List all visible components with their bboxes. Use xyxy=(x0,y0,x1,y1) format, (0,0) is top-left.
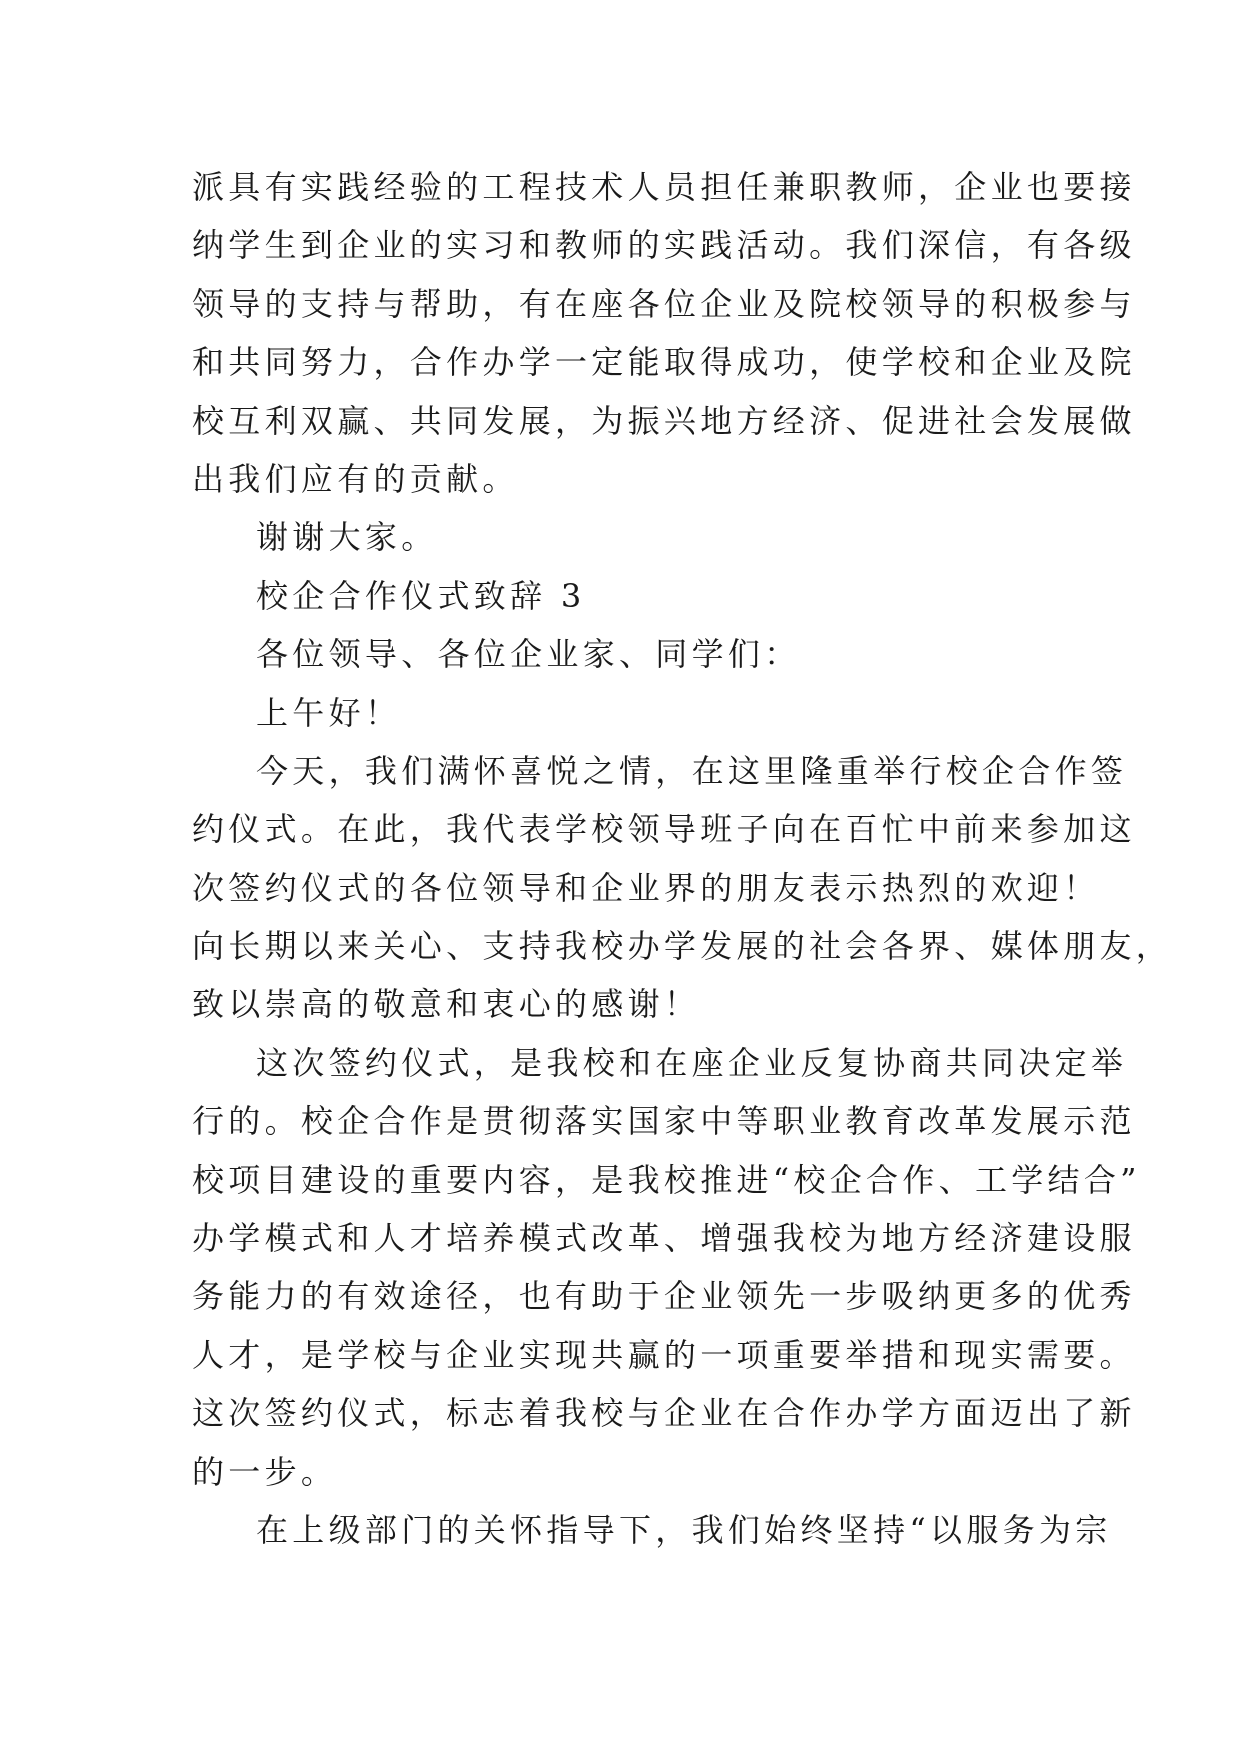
text-line: 和共同努力，合作办学一定能取得成功，使学校和企业及院 xyxy=(192,343,1136,382)
text-line: 行的。校企合作是贯彻落实国家中等职业教育改革发展示范 xyxy=(192,1102,1136,1141)
text-line: 校互利双赢、共同发展，为振兴地方经济、促进社会发展做 xyxy=(192,401,1136,440)
text-line: 人才，是学校与企业实现共赢的一项重要举措和现实需要。 xyxy=(192,1335,1136,1374)
text-line: 的一步。 xyxy=(192,1452,338,1491)
text-line: 派具有实践经验的工程技术人员担任兼职教师，企业也要接 xyxy=(192,168,1136,206)
text-line: 在上级部门的关怀指导下，我们始终坚持“以服务为宗 xyxy=(256,1510,1112,1549)
document-body xyxy=(192,158,1173,1559)
text-line: 校项目建设的重要内容，是我校推进“校企合作、工学结合” xyxy=(192,1160,1141,1199)
text-line: 这次签约仪式，是我校和在座企业反复协商共同决定举 xyxy=(256,1043,1128,1082)
text-line: 纳学生到企业的实习和教师的实践活动。我们深信，有各级 xyxy=(192,226,1136,265)
text-line: 谢谢大家。 xyxy=(256,518,438,557)
text-line: 今天，我们满怀喜悦之情，在这里隆重举行校企合作签 xyxy=(256,751,1128,790)
salutation: 各位领导、各位企业家、同学们： xyxy=(256,635,801,674)
text-line: 出我们应有的贡献。 xyxy=(192,459,519,498)
text-line: 这次签约仪式，标志着我校与企业在合作办学方面迈出了新 xyxy=(192,1394,1136,1433)
greeting: 上午好！ xyxy=(256,693,402,732)
text-line: 办学模式和人才培养模式改革、增强我校为地方经济建设服 xyxy=(192,1219,1136,1258)
text-line: 致以崇高的敬意和衷心的感谢！ xyxy=(192,985,701,1024)
text-line: 向长期以来关心、支持我校办学发展的社会各界、媒体朋友， xyxy=(192,927,1173,966)
text-line: 次签约仪式的各位领导和企业界的朋友表示热烈的欢迎！ xyxy=(192,868,1100,907)
text-line: 务能力的有效途径，也有助于企业领先一步吸纳更多的优秀 xyxy=(192,1277,1136,1316)
text-line: 领导的支持与帮助，有在座各位企业及院校领导的积极参与 xyxy=(192,284,1136,323)
text-line: 约仪式。在此，我代表学校领导班子向在百忙中前来参加这 xyxy=(192,810,1136,849)
section-heading: 校企合作仪式致辞 3 xyxy=(256,576,586,615)
